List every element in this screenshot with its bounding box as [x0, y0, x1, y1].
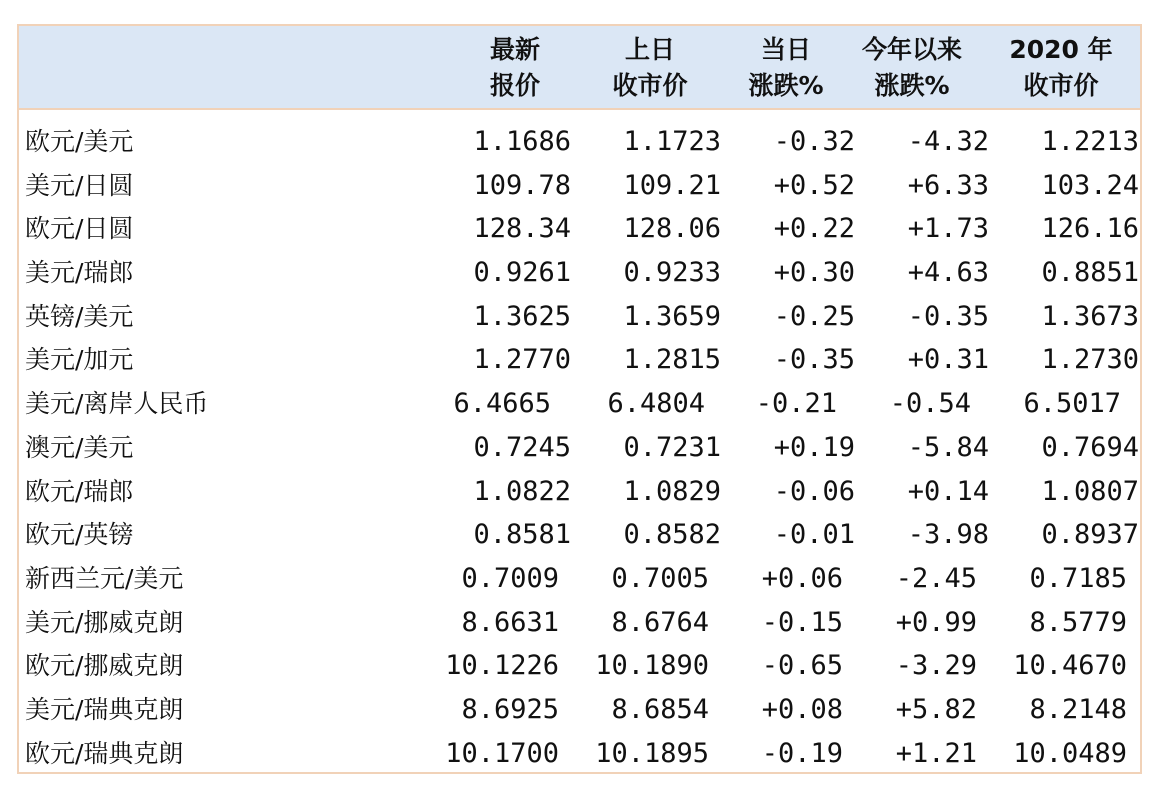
ytd-change-value: +6.33 [907, 169, 989, 201]
table-row [19, 338, 1140, 382]
prev-close-value: 0.8582 [623, 519, 721, 551]
close-2020-value: 1.0807 [1041, 475, 1139, 507]
close-2020-value: 103.24 [1041, 169, 1139, 201]
header-prev-close-line1: 上日 [624, 35, 675, 64]
header-latest-line2: 报价 [489, 71, 540, 100]
pair-label: 美元/挪威克朗 [25, 607, 184, 637]
table-row [19, 426, 1140, 470]
day-change-value: -0.25 [773, 300, 855, 332]
pair-label: 美元/离岸人民币 [25, 389, 209, 419]
day-change-value: +0.30 [773, 257, 855, 289]
pair-label: 欧元/日圆 [25, 214, 134, 244]
day-change-value: +0.52 [773, 169, 855, 201]
latest-value: 6.4665 [453, 388, 551, 420]
header-ytd-change-line2: 涨跌% [874, 71, 950, 100]
fx-table [17, 24, 1142, 774]
table-row [19, 513, 1140, 557]
day-change-value: -0.35 [773, 344, 855, 376]
prev-close-value: 1.0829 [623, 475, 721, 507]
ytd-change-value: +0.14 [907, 475, 989, 507]
close-2020-value: 8.5779 [1029, 606, 1127, 638]
day-change-value: +0.22 [773, 213, 855, 245]
prev-close-value: 10.1890 [595, 650, 709, 682]
header-day-change [731, 32, 841, 106]
latest-value: 1.0822 [473, 475, 571, 507]
close-2020-value: 10.4670 [1013, 650, 1127, 682]
day-change-value: -0.19 [761, 737, 843, 769]
ytd-change-value: -3.98 [907, 519, 989, 551]
header-day-change-line1: 当日 [760, 35, 811, 64]
ytd-change-value: -0.54 [889, 388, 971, 420]
latest-value: 128.34 [473, 213, 571, 245]
table-header [19, 26, 1140, 110]
latest-value: 109.78 [473, 169, 571, 201]
ytd-change-value: +1.21 [895, 737, 977, 769]
prev-close-value: 0.9233 [623, 257, 721, 289]
latest-value: 8.6925 [461, 693, 559, 725]
ytd-change-value: -0.35 [907, 300, 989, 332]
prev-close-value: 0.7231 [623, 431, 721, 463]
header-latest-line1: 最新 [489, 35, 540, 64]
close-2020-value: 0.7694 [1041, 431, 1139, 463]
header-close-2020 [997, 32, 1125, 106]
table-row [19, 120, 1140, 164]
pair-label: 美元/日圆 [25, 170, 134, 200]
close-2020-value: 1.2213 [1041, 126, 1139, 157]
day-change-value: -0.06 [773, 475, 855, 507]
day-change-value: -0.65 [761, 650, 843, 682]
latest-value: 8.6631 [461, 606, 559, 638]
table-row [19, 295, 1140, 339]
prev-close-value: 128.06 [623, 213, 721, 245]
pair-label: 新西兰元/美元 [25, 563, 184, 593]
ytd-change-value: +1.73 [907, 213, 989, 245]
prev-close-value: 8.6764 [611, 606, 709, 638]
close-2020-value: 8.2148 [1029, 693, 1127, 725]
header-ytd-change [847, 32, 977, 106]
pair-label: 欧元/挪威克朗 [25, 651, 184, 681]
day-change-value: -0.32 [773, 126, 855, 157]
day-change-value: -0.15 [761, 606, 843, 638]
ytd-change-value: -2.45 [895, 562, 977, 594]
header-ytd-change-line1: 今年以来 [861, 35, 962, 64]
pair-label: 欧元/瑞典克朗 [25, 738, 184, 768]
pair-label: 美元/加元 [25, 345, 134, 375]
prev-close-value: 1.3659 [623, 300, 721, 332]
prev-close-value: 8.6854 [611, 693, 709, 725]
table-row [19, 601, 1140, 645]
close-2020-value: 1.2730 [1041, 344, 1139, 376]
header-prev-close-line2: 收市价 [612, 71, 688, 100]
day-change-value: +0.19 [773, 431, 855, 463]
table-row [19, 207, 1140, 251]
table-row [19, 732, 1140, 776]
table-row [19, 557, 1140, 601]
close-2020-value: 1.3673 [1041, 300, 1139, 332]
pair-label: 澳元/美元 [25, 432, 134, 462]
close-2020-value: 10.0489 [1013, 737, 1127, 769]
latest-value: 10.1700 [445, 737, 559, 769]
header-latest [455, 32, 575, 106]
header-prev-close [585, 32, 715, 106]
ytd-change-value: +0.99 [895, 606, 977, 638]
table-row [19, 251, 1140, 295]
close-2020-value: 0.8937 [1041, 519, 1139, 551]
close-2020-value: 0.7185 [1029, 562, 1127, 594]
ytd-change-value: +5.82 [895, 693, 977, 725]
day-change-value: -0.01 [773, 519, 855, 551]
prev-close-value: 1.2815 [623, 344, 721, 376]
pair-label: 欧元/英镑 [25, 520, 134, 550]
table-body [19, 120, 1140, 775]
close-2020-value: 126.16 [1041, 213, 1139, 245]
header-close-2020-line1: 2020 年 [1009, 35, 1113, 64]
pair-label: 欧元/美元 [25, 127, 134, 156]
close-2020-value: 6.5017 [1023, 388, 1121, 420]
ytd-change-value: -3.29 [895, 650, 977, 682]
latest-value: 0.7245 [473, 431, 571, 463]
header-close-2020-line2: 收市价 [1023, 71, 1099, 100]
ytd-change-value: -5.84 [907, 431, 989, 463]
pair-label: 英镑/美元 [25, 301, 134, 331]
table-row [19, 382, 1140, 426]
latest-value: 1.1686 [473, 126, 571, 157]
header-day-change-line2: 涨跌% [748, 71, 824, 100]
prev-close-value: 1.1723 [623, 126, 721, 157]
prev-close-value: 0.7005 [611, 562, 709, 594]
ytd-change-value: +4.63 [907, 257, 989, 289]
day-change-value: +0.08 [761, 693, 843, 725]
latest-value: 0.9261 [473, 257, 571, 289]
latest-value: 0.8581 [473, 519, 571, 551]
ytd-change-value: +0.31 [907, 344, 989, 376]
ytd-change-value: -4.32 [907, 126, 989, 157]
close-2020-value: 0.8851 [1041, 257, 1139, 289]
table-row [19, 644, 1140, 688]
prev-close-value: 10.1895 [595, 737, 709, 769]
day-change-value: +0.06 [761, 562, 843, 594]
day-change-value: -0.21 [755, 388, 837, 420]
latest-value: 1.3625 [473, 300, 571, 332]
pair-label: 美元/瑞典克朗 [25, 694, 184, 724]
latest-value: 1.2770 [473, 344, 571, 376]
table-row [19, 164, 1140, 208]
table-row [19, 688, 1140, 732]
prev-close-value: 6.4804 [607, 388, 705, 420]
table-row [19, 470, 1140, 514]
latest-value: 0.7009 [461, 562, 559, 594]
prev-close-value: 109.21 [623, 169, 721, 201]
latest-value: 10.1226 [445, 650, 559, 682]
pair-label: 欧元/瑞郎 [25, 476, 134, 506]
pair-label: 美元/瑞郎 [25, 258, 134, 288]
